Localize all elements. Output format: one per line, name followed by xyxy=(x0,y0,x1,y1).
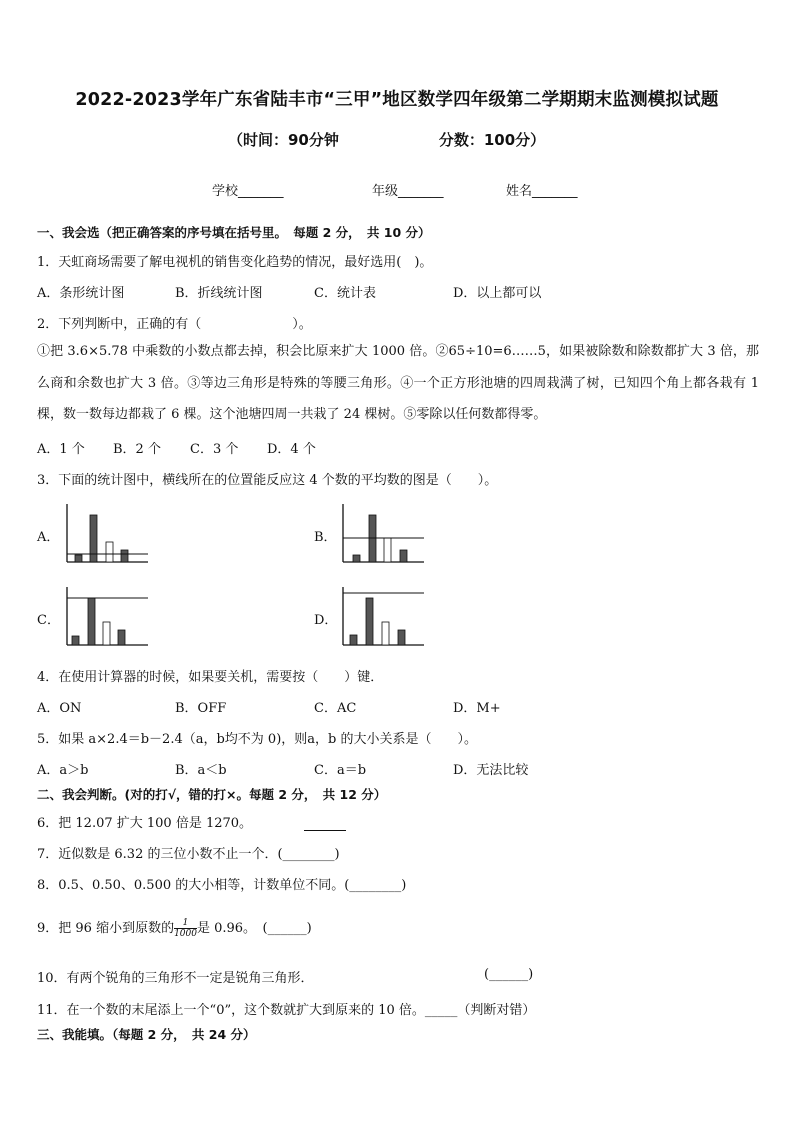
q2-option-a: A．1 个 xyxy=(37,442,85,457)
q2-option-d: D．4 个 xyxy=(267,442,316,457)
q10-text: 10．有两个锐角的三角形不一定是锐角三角形． xyxy=(37,971,314,986)
q2-body: ①把 3.6×5.78 中乘数的小数点都去掉，积会比原来扩大 1000 倍。②65÷10=6……5，如果被除数和除数都扩大 3 倍，那么商和余数也扩大 3 倍。③等边三角形是特殊的等腰三角形。④一个正方形池塘的四周栽满了树，已知四个角上都各栽有 1 棵，数一数每边都栽了 6 棵。这个池塘四周一共栽了 24 棵树。⑤零除以任何数都得零。 xyxy=(37,344,759,422)
school-field: 学校_______ xyxy=(212,184,284,199)
section3-title: 三、我能填。（每题 2 分， 共 24 分） xyxy=(37,1027,256,1042)
q1-option-b: B．折线统计图 xyxy=(175,286,263,301)
q1-option-c: C．统计表 xyxy=(314,286,376,301)
q9-denominator: 1000 xyxy=(174,929,197,939)
q1-text: 1．天虹商场需要了解电视机的销售变化趋势的情况，最好选用( )。 xyxy=(37,255,433,270)
q9-suffix: 是 0.96。 (______) xyxy=(196,921,312,936)
q4-option-b: B．OFF xyxy=(175,701,227,716)
q6-statement: 6．把 12.07 扩大 100 倍是 1270。 xyxy=(37,816,253,831)
name-field: 姓名_______ xyxy=(506,184,578,199)
q3-label-c: C． xyxy=(37,613,60,628)
q11-text: 11．在一个数的末尾添上一个“0”，这个数就扩大到原来的 10 倍。_____（判断对错） xyxy=(37,1003,536,1018)
q3-label-b: B． xyxy=(314,530,337,545)
q10-answer-blank[interactable]: (______) xyxy=(484,967,534,982)
exam-time: （时间：90分钟 xyxy=(228,131,339,149)
q5-text: 5．如果 a×2.4＝b－2.4（a，b均不为 0)，则a，b 的大小关系是（ ）。 xyxy=(37,732,477,747)
q5-option-d: D．无法比较 xyxy=(453,763,529,778)
q3-chart-d xyxy=(338,587,428,649)
exam-title: 2022-2023学年广东省陆丰市“三甲”地区数学四年级第二学期期末监测模拟试题 xyxy=(75,90,719,110)
q4-option-c: C．AC xyxy=(314,701,357,716)
q1-option-a: A．条形统计图 xyxy=(37,286,125,301)
q3-chart-c xyxy=(62,587,152,649)
q4-text: 4．在使用计算器的时候，如果要关机，需要按（ ）键． xyxy=(37,670,384,685)
q4-option-d: D．M+ xyxy=(453,701,501,716)
q3-label-d: D． xyxy=(314,613,338,628)
q5-option-c: C．a＝b xyxy=(314,763,367,778)
q9-numerator: 1 xyxy=(174,918,197,929)
exam-subtitle xyxy=(228,129,545,150)
q8-text: 8．0.5、0.50、0.500 的大小相等，计数单位不同。(________) xyxy=(37,878,407,893)
q7-text: 7．近似数是 6.32 的三位小数不止一个．(________) xyxy=(37,847,340,862)
q5-option-b: B．a＜b xyxy=(175,763,227,778)
q3-text: 3．下面的统计图中，横线所在的位置能反应这 4 个数的平均数的图是（ ）。 xyxy=(37,473,498,488)
q9-text xyxy=(37,917,312,939)
q1-option-d: D．以上都可以 xyxy=(453,286,542,301)
q2-option-b: B．2 个 xyxy=(113,442,161,457)
q4-option-a: A．ON xyxy=(37,701,82,716)
q6-answer-blank[interactable] xyxy=(304,816,346,831)
exam-score: 分数：100分） xyxy=(438,131,546,149)
q3-label-a: A． xyxy=(37,530,60,545)
grade-field: 年级_______ xyxy=(372,184,444,199)
q9-prefix: 9．把 96 缩小到原数的 xyxy=(37,921,175,936)
section1-title: 一、我会选（把正确答案的序号填在括号里。 每题 2 分， 共 10 分） xyxy=(37,225,431,240)
q2-option-c: C．3 个 xyxy=(190,442,239,457)
q6-text xyxy=(37,812,346,831)
q3-chart-b xyxy=(338,504,428,566)
section2-title: 二、我会判断。(对的打√，错的打×。每题 2 分， 共 12 分） xyxy=(37,787,387,802)
q2-text: 2．下列判断中，正确的有（ ）。 xyxy=(37,317,312,332)
q3-chart-a xyxy=(62,504,152,566)
q5-option-a: A．a＞b xyxy=(37,763,89,778)
q9-fraction xyxy=(174,918,197,939)
